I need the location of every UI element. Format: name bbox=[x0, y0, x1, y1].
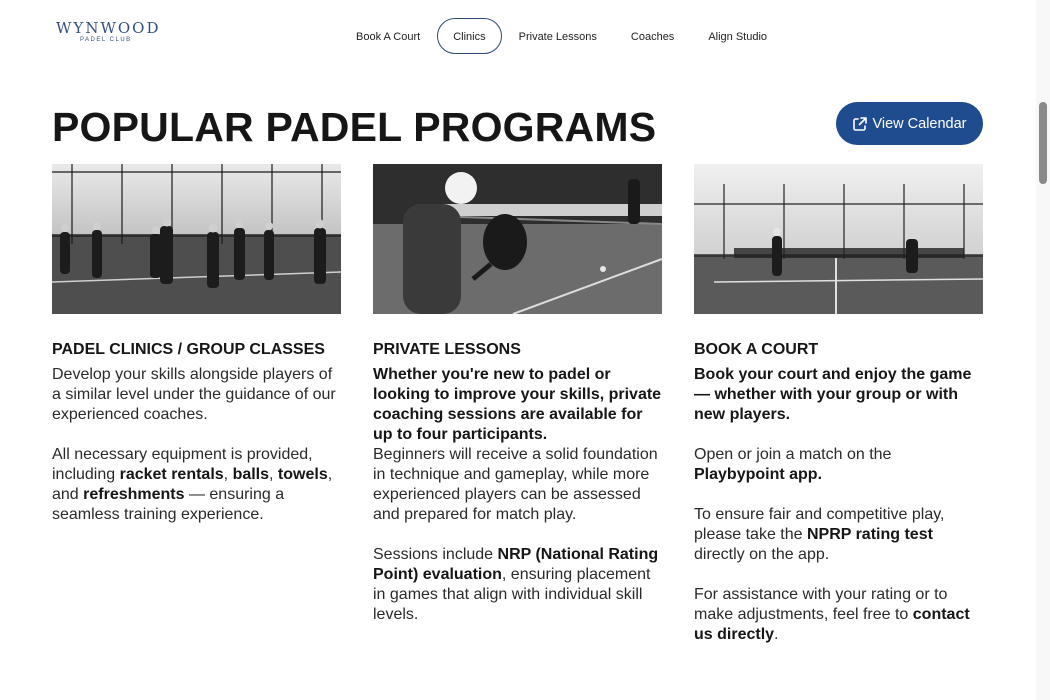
contact-us-link[interactable]: contact us directly bbox=[694, 606, 970, 643]
book-a-court-title: BOOK A COURT bbox=[694, 341, 819, 358]
nav-book-a-court[interactable]: Book A Court bbox=[356, 31, 421, 43]
external-link-icon bbox=[852, 116, 868, 132]
private-lessons-lead: Whether you're new to padel or looking to improve your skills, private coaching sessions are available for up to four participants. bbox=[373, 366, 662, 443]
book-a-court-description bbox=[694, 365, 983, 645]
private-lessons-levels: Beginners will receive a solid foundation in technique and gameplay, while more experienced players can be assessed and prepared for match play. bbox=[373, 446, 658, 523]
book-a-court-rating: To ensure fair and competitive play, please take the NPRP rating test directly on the app. bbox=[694, 506, 945, 563]
site-header bbox=[0, 0, 1036, 72]
nav-private-lessons[interactable]: Private Lessons bbox=[518, 31, 597, 43]
program-clinics bbox=[52, 164, 341, 525]
book-a-court-lead: Book your court and enjoy the game — whether with your group or with new players. bbox=[694, 366, 972, 423]
site-logo[interactable] bbox=[56, 19, 161, 46]
logo-wordmark: WYNWOOD bbox=[56, 19, 161, 37]
view-calendar-button[interactable] bbox=[836, 102, 983, 145]
clinics-description bbox=[52, 365, 341, 525]
private-lessons-photo bbox=[373, 164, 662, 314]
main-nav bbox=[341, 18, 782, 54]
scrollbar-thumb[interactable] bbox=[1039, 102, 1047, 184]
page-scrollbar[interactable] bbox=[1036, 0, 1050, 700]
private-lessons-nrp: Sessions include NRP (National Rating Point) evaluation, ensuring placement in games that align with individual skill levels. bbox=[373, 546, 659, 623]
book-a-court-app: Open or join a match on the Playbypoint app. bbox=[694, 446, 892, 483]
private-lessons-title: PRIVATE LESSONS bbox=[373, 341, 521, 358]
clinics-photo bbox=[52, 164, 341, 314]
program-book-a-court bbox=[694, 164, 983, 645]
playbypoint-link[interactable]: Playbypoint app. bbox=[694, 466, 823, 483]
nav-coaches[interactable]: Coaches bbox=[630, 31, 675, 43]
view-calendar-label: View Calendar bbox=[872, 115, 967, 132]
page-title: POPULAR PADEL PROGRAMS bbox=[52, 104, 657, 150]
clinics-title: PADEL CLINICS / GROUP CLASSES bbox=[52, 341, 325, 358]
book-a-court-photo bbox=[694, 164, 983, 314]
private-lessons-description bbox=[373, 365, 662, 625]
program-private-lessons bbox=[373, 164, 662, 625]
book-a-court-assistance: For assistance with your rating or to make adjustments, feel free to contact us directly. bbox=[694, 586, 970, 643]
logo-subtitle: PADEL CLUB bbox=[80, 37, 132, 43]
clinics-intro: Develop your skills alongside players of a similar level under the guidance of our experienced coaches. bbox=[52, 366, 336, 423]
nprp-rating-test-link[interactable]: NPRP rating test bbox=[806, 526, 933, 543]
clinics-equipment: All necessary equipment is provided, including racket rentals, balls, towels, and refreshments — ensuring a seamless training experience. bbox=[52, 446, 333, 523]
nav-align-studio[interactable]: Align Studio bbox=[708, 31, 768, 43]
nav-clinics[interactable]: Clinics bbox=[437, 18, 501, 54]
